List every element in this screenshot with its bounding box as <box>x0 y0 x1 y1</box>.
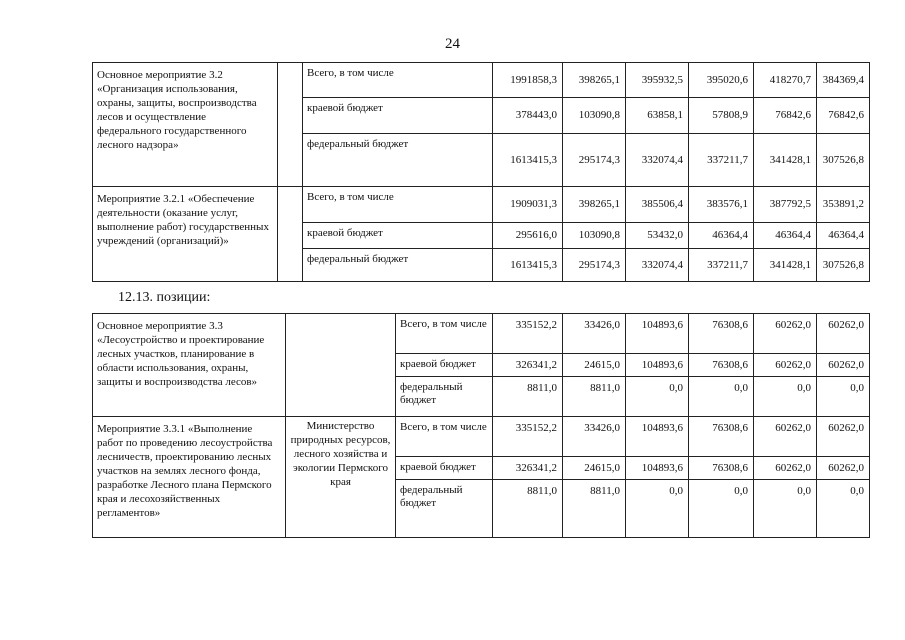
responsible-executor <box>286 314 396 417</box>
funding-source-label: Всего, в том числе <box>303 63 493 98</box>
amount-cell: 418270,7 <box>754 63 817 98</box>
amount-cell: 103090,8 <box>563 98 626 134</box>
amount-cell: 60262,0 <box>817 457 870 480</box>
section-heading: 12.13. позиции: <box>118 290 211 305</box>
amount-cell: 76842,6 <box>754 98 817 134</box>
amount-cell: 103090,8 <box>563 223 626 249</box>
amount-cell: 33426,0 <box>563 417 626 457</box>
table-row <box>93 63 870 98</box>
amount-cell: 8811,0 <box>493 480 563 538</box>
amount-cell: 353891,2 <box>817 187 870 223</box>
amount-cell: 387792,5 <box>754 187 817 223</box>
amount-cell: 63858,1 <box>626 98 689 134</box>
funding-source-label: федеральный бюджет <box>396 377 493 417</box>
table-row <box>93 187 870 223</box>
amount-cell: 398265,1 <box>563 187 626 223</box>
amount-cell: 76842,6 <box>817 98 870 134</box>
funding-source-label: федеральный бюджет <box>303 249 493 282</box>
amount-cell: 46364,4 <box>754 223 817 249</box>
amount-cell: 385506,4 <box>626 187 689 223</box>
funding-source-label: краевой бюджет <box>396 457 493 480</box>
amount-cell: 326341,2 <box>493 457 563 480</box>
amount-cell: 341428,1 <box>754 134 817 187</box>
amount-cell: 295616,0 <box>493 223 563 249</box>
amount-cell: 8811,0 <box>563 480 626 538</box>
responsible-executor <box>278 63 303 187</box>
amount-cell: 1909031,3 <box>493 187 563 223</box>
amount-cell: 46364,4 <box>689 223 754 249</box>
amount-cell: 8811,0 <box>563 377 626 417</box>
funding-source-label: федеральный бюджет <box>396 480 493 538</box>
amount-cell: 395932,5 <box>626 63 689 98</box>
measure-description: Мероприятие 3.2.1 «Обеспечение деятельности (оказание услуг, выполнение работ) государственных учреждений (организаций)» <box>93 187 278 282</box>
amount-cell: 307526,8 <box>817 249 870 282</box>
measure-description: Основное мероприятие 3.3 «Лесоустройство и проектирование лесных участков, планирование в области использования, охраны, защиты и воспроизводства лесов» <box>93 314 286 417</box>
amount-cell: 76308,6 <box>689 354 754 377</box>
budget-table-2 <box>92 313 870 538</box>
amount-cell: 24615,0 <box>563 457 626 480</box>
amount-cell: 60262,0 <box>817 314 870 354</box>
amount-cell: 0,0 <box>754 480 817 538</box>
funding-source-label: краевой бюджет <box>303 223 493 249</box>
amount-cell: 326341,2 <box>493 354 563 377</box>
amount-cell: 1991858,3 <box>493 63 563 98</box>
amount-cell: 398265,1 <box>563 63 626 98</box>
amount-cell: 8811,0 <box>493 377 563 417</box>
amount-cell: 0,0 <box>689 377 754 417</box>
amount-cell: 104893,6 <box>626 417 689 457</box>
amount-cell: 332074,4 <box>626 134 689 187</box>
responsible-executor <box>278 187 303 282</box>
amount-cell: 24615,0 <box>563 354 626 377</box>
amount-cell: 60262,0 <box>754 354 817 377</box>
amount-cell: 60262,0 <box>754 417 817 457</box>
amount-cell: 1613415,3 <box>493 134 563 187</box>
amount-cell: 60262,0 <box>817 417 870 457</box>
amount-cell: 33426,0 <box>563 314 626 354</box>
amount-cell: 60262,0 <box>817 354 870 377</box>
measure-description: Мероприятие 3.3.1 «Выполнение работ по проведению лесоустройства лесничеств, проектированию лесных участков на землях лесного фонда, разработке Лесного плана Пермского края и лесохозяйственных регламентов» <box>93 417 286 538</box>
amount-cell: 395020,6 <box>689 63 754 98</box>
amount-cell: 104893,6 <box>626 457 689 480</box>
budget-table-1 <box>92 62 870 282</box>
funding-source-label: Всего, в том числе <box>396 314 493 354</box>
amount-cell: 332074,4 <box>626 249 689 282</box>
amount-cell: 337211,7 <box>689 134 754 187</box>
amount-cell: 76308,6 <box>689 314 754 354</box>
amount-cell: 104893,6 <box>626 314 689 354</box>
amount-cell: 295174,3 <box>563 249 626 282</box>
amount-cell: 46364,4 <box>817 223 870 249</box>
amount-cell: 76308,6 <box>689 417 754 457</box>
amount-cell: 0,0 <box>689 480 754 538</box>
amount-cell: 335152,2 <box>493 314 563 354</box>
amount-cell: 383576,1 <box>689 187 754 223</box>
amount-cell: 53432,0 <box>626 223 689 249</box>
amount-cell: 60262,0 <box>754 457 817 480</box>
funding-source-label: краевой бюджет <box>396 354 493 377</box>
responsible-executor: Министерство природных ресурсов, лесного хозяйства и экологии Пермского края <box>286 417 396 538</box>
funding-source-label: федеральный бюджет <box>303 134 493 187</box>
amount-cell: 104893,6 <box>626 354 689 377</box>
amount-cell: 57808,9 <box>689 98 754 134</box>
amount-cell: 0,0 <box>817 377 870 417</box>
amount-cell: 307526,8 <box>817 134 870 187</box>
amount-cell: 1613415,3 <box>493 249 563 282</box>
amount-cell: 0,0 <box>754 377 817 417</box>
funding-source-label: Всего, в том числе <box>396 417 493 457</box>
amount-cell: 384369,4 <box>817 63 870 98</box>
amount-cell: 337211,7 <box>689 249 754 282</box>
table-row <box>93 314 870 354</box>
amount-cell: 60262,0 <box>754 314 817 354</box>
amount-cell: 0,0 <box>817 480 870 538</box>
funding-source-label: Всего, в том числе <box>303 187 493 223</box>
amount-cell: 76308,6 <box>689 457 754 480</box>
funding-source-label: краевой бюджет <box>303 98 493 134</box>
amount-cell: 378443,0 <box>493 98 563 134</box>
page-number: 24 <box>445 36 460 52</box>
amount-cell: 335152,2 <box>493 417 563 457</box>
measure-description: Основное мероприятие 3.2 «Организация использования, охраны, защиты, воспроизводства лесов и осуществление федерального государственного лесного надзора» <box>93 63 278 187</box>
amount-cell: 0,0 <box>626 377 689 417</box>
amount-cell: 0,0 <box>626 480 689 538</box>
table-row <box>93 417 870 457</box>
amount-cell: 295174,3 <box>563 134 626 187</box>
amount-cell: 341428,1 <box>754 249 817 282</box>
